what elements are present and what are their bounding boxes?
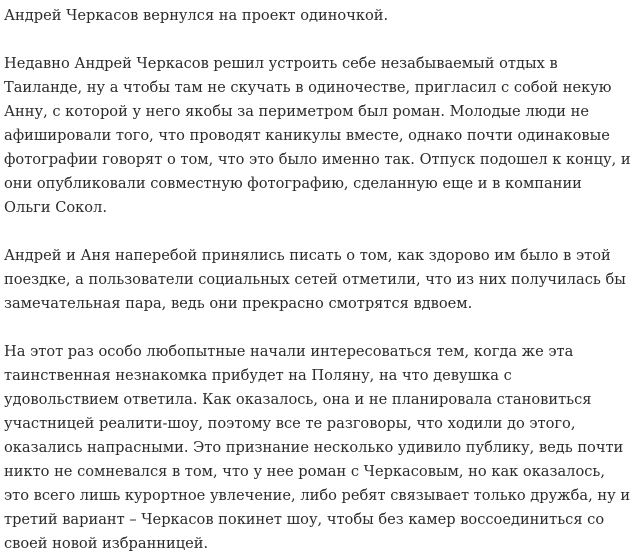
article-paragraph-couple: Андрей и Аня наперебой принялись писать о том, как здорово им было в этой поездке, а пользователи социальных сетей отметили, что из них получилась бы замечательная пара, ведь они прекрасно смотрятся вдвоем.: [4, 247, 626, 312]
article-paragraph-answer: На этот раз особо любопытные начали интересоваться тем, когда же эта таинственная незнакомка прибудет на Поляну, на что девушка с удовольствием ответила. Как оказалось, она и не планировала становиться участницей реалити-шоу, поэтому все те разговоры, что ходили до этого, оказались напрасными. Это признание несколько удивило публику, ведь почти никто не сомневался в том, что у нее роман с Черкасовым, но как оказалось, это всего лишь курортное увлечение, либо ребят связывает только дружба, ну и третий вариант – Черкасов покинет шоу, чтобы без камер воссоединиться со своей новой избранницей.: [4, 343, 631, 552]
article-intro-paragraph: Андрей Черкасов вернулся на проект одиночкой.: [4, 7, 389, 24]
article-paragraph-thailand: Недавно Андрей Черкасов решил устроить себе незабываемый отдых в Таиланде, ну а чтобы там не скучать в одиночестве, пригласил с собой некую Анну, с которой у него якобы за периметром был роман. Молодые люди не афишировали того, что проводят каникулы вместе, однако почти одинаковые фотографии говорят о том, что это было именно так. Отпуск подошел к концу, и они опубликовали совместную фотографию, сделанную еще и в компании Ольги Сокол.: [4, 55, 631, 216]
